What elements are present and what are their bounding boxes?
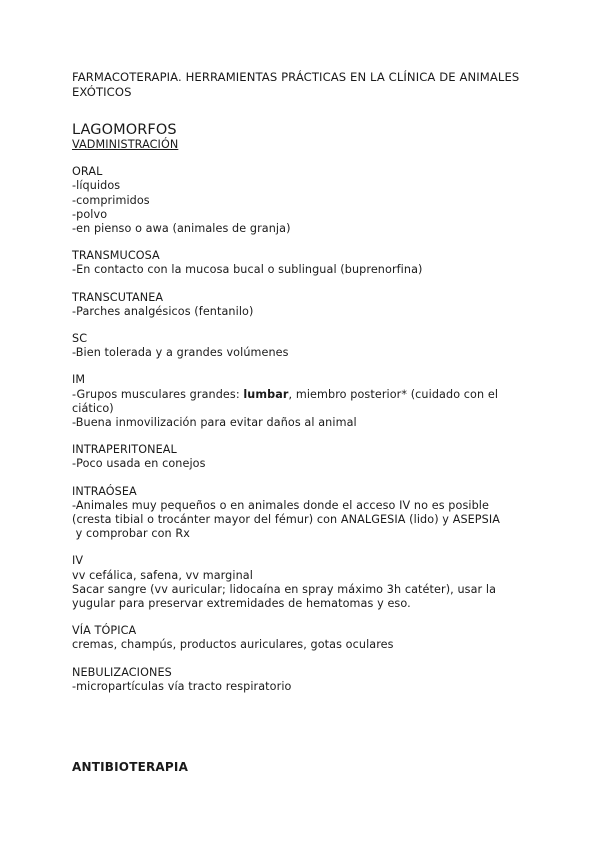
route-transcutanea bbox=[72, 291, 532, 319]
route-heading: ORAL bbox=[72, 165, 103, 179]
route-item-bold: lumbar bbox=[243, 387, 289, 401]
route-heading: VÍA TÓPICA bbox=[72, 624, 137, 638]
route-item: -Animales muy pequeños o en animales donde el acceso IV no es posible (cresta tibial o trocánter mayor del fémur) con ANALGESIA (lido) y ASEPSIA bbox=[72, 498, 501, 527]
route-item: -líquidos bbox=[72, 179, 121, 193]
route-item: -en pienso o awa (animales de granja) bbox=[72, 222, 291, 236]
route-item: vv cefálica, safena, vv marginal bbox=[72, 568, 253, 582]
route-item: -polvo bbox=[72, 207, 108, 221]
route-item: -comprimidos bbox=[72, 193, 150, 207]
route-heading: INTRAÓSEA bbox=[72, 484, 137, 498]
route-transmucosa bbox=[72, 249, 532, 277]
route-im bbox=[72, 373, 532, 430]
section-heading-lagomorfos: LAGOMORFOS bbox=[72, 122, 177, 138]
route-item: -Parches analgésicos (fentanilo) bbox=[72, 304, 254, 318]
route-heading: SC bbox=[72, 332, 88, 346]
route-item: -Bien tolerada y a grandes volúmenes bbox=[72, 346, 289, 360]
route-iv bbox=[72, 554, 532, 611]
route-item: y comprobar con Rx bbox=[72, 527, 190, 541]
route-sc bbox=[72, 332, 532, 360]
route-item: -micropartículas vía tracto respiratorio bbox=[72, 679, 292, 693]
route-heading: TRANSCUTANEA bbox=[72, 290, 164, 304]
section-heading-antibioterapia: ANTIBIOTERAPIA bbox=[72, 760, 189, 774]
document-title: FARMACOTERAPIA. HERRAMIENTAS PRÁCTICAS EN LA CLÍNICA DE ANIMALES EXÓTICOS bbox=[72, 70, 520, 99]
route-nebulizaciones bbox=[72, 666, 532, 694]
route-heading: IV bbox=[72, 554, 84, 568]
route-item-suffix: , miembro posterior* (cuidado con el ciático) bbox=[72, 387, 499, 415]
route-heading: INTRAPERITONEAL bbox=[72, 443, 177, 457]
route-heading: NEBULIZACIONES bbox=[72, 665, 172, 679]
route-item: cremas, champús, productos auriculares, gotas oculares bbox=[72, 638, 394, 652]
route-topica bbox=[72, 624, 532, 652]
route-oral bbox=[72, 165, 532, 236]
document-body bbox=[72, 70, 532, 694]
route-intraosea bbox=[72, 485, 532, 542]
route-item-prefix: -Grupos musculares grandes: bbox=[72, 387, 244, 401]
route-heading: TRANSMUCOSA bbox=[72, 249, 160, 263]
route-item: -En contacto con la mucosa bucal o sublingual (buprenorfina) bbox=[72, 263, 423, 277]
route-item: -Buena inmovilización para evitar daños al animal bbox=[72, 416, 357, 430]
route-item bbox=[72, 388, 532, 416]
route-item: Sacar sangre (vv auricular; lidocaína en spray máximo 3h catéter), usar la yugular para preservar extremidades de hematomas y eso. bbox=[72, 582, 497, 611]
route-heading: IM bbox=[72, 373, 86, 387]
subheading-administracion: VADMINISTRACIÓN bbox=[72, 138, 179, 151]
route-intraperitoneal bbox=[72, 443, 532, 471]
route-item: -Poco usada en conejos bbox=[72, 457, 206, 471]
